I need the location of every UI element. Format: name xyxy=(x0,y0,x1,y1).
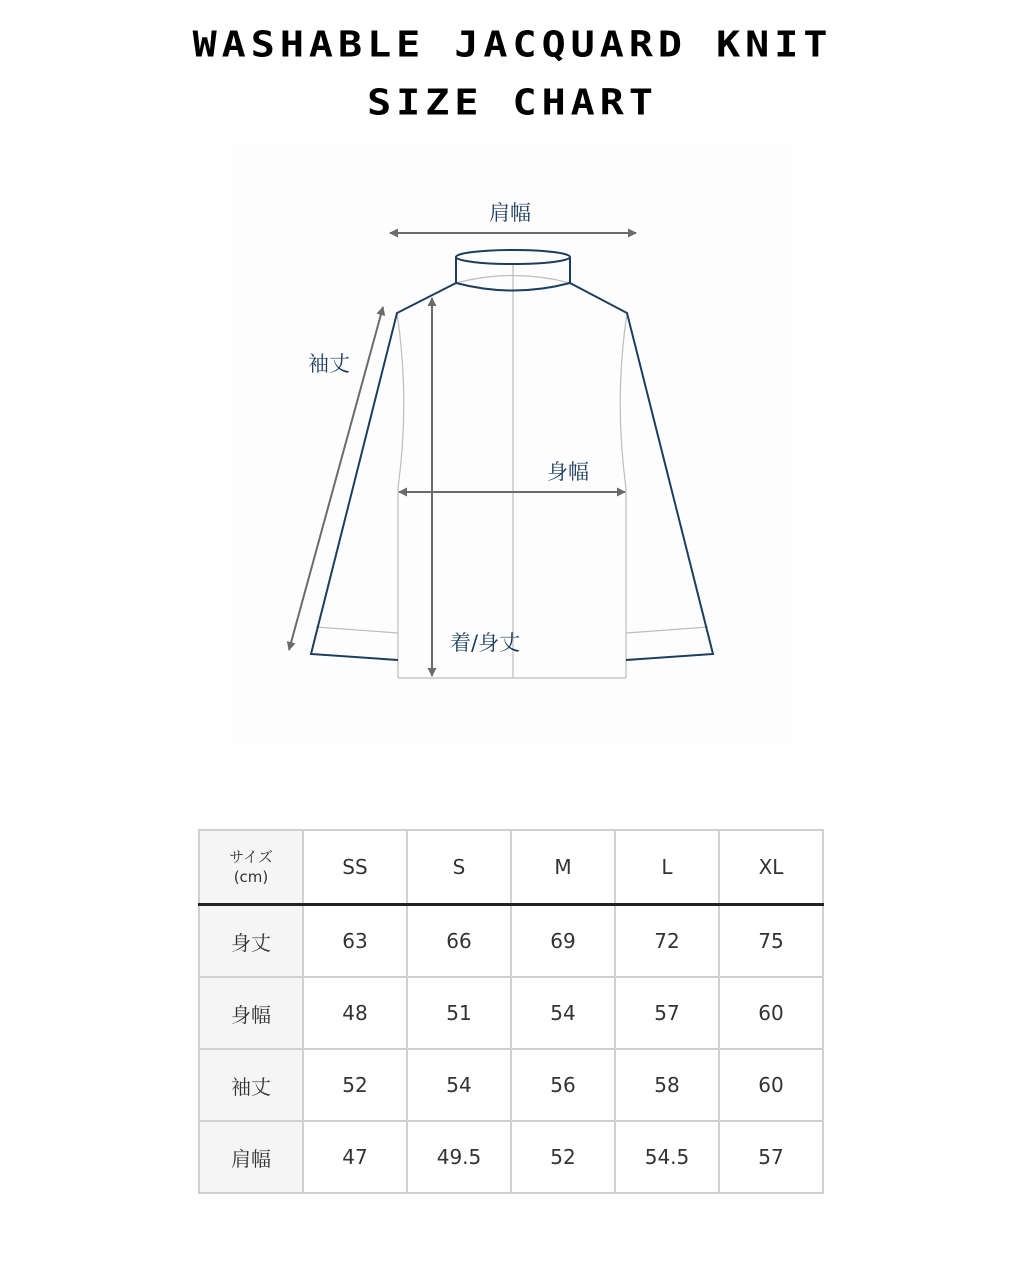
size-unit-label: (cm) xyxy=(233,868,269,886)
size-header-m: M xyxy=(511,830,615,905)
size-table xyxy=(198,829,824,1194)
table-cell: 66 xyxy=(407,905,511,978)
size-corner-label: サイズ xyxy=(229,848,273,866)
table-cell: 52 xyxy=(303,1049,407,1121)
table-cell: 47 xyxy=(303,1121,407,1193)
measurement-arrows xyxy=(289,233,636,676)
table-cell: 57 xyxy=(719,1121,823,1193)
table-cell: 60 xyxy=(719,977,823,1049)
table-cell: 63 xyxy=(303,905,407,978)
sleeve-length-label: 袖丈 xyxy=(308,352,350,376)
body-length-label: 着/身丈 xyxy=(450,631,521,655)
table-cell: 56 xyxy=(511,1049,615,1121)
table-cell: 51 xyxy=(407,977,511,1049)
table-cell: 60 xyxy=(719,1049,823,1121)
table-cell: 49.5 xyxy=(407,1121,511,1193)
size-header-ss: SS xyxy=(303,830,407,905)
size-header-l: L xyxy=(615,830,719,905)
table-cell: 54 xyxy=(511,977,615,1049)
row-label-sleeve-length: 袖丈 xyxy=(199,1049,303,1121)
table-row xyxy=(199,905,823,978)
table-row xyxy=(199,1049,823,1121)
chart-title-line1: WASHABLE JACQUARD KNIT xyxy=(192,24,833,66)
chart-title-line2: SIZE CHART xyxy=(367,82,658,124)
table-cell: 52 xyxy=(511,1121,615,1193)
table-cell: 58 xyxy=(615,1049,719,1121)
table-cell: 75 xyxy=(719,905,823,978)
table-row xyxy=(199,1121,823,1193)
table-cell: 54.5 xyxy=(615,1121,719,1193)
row-label-body-length: 身丈 xyxy=(199,905,303,978)
table-cell: 69 xyxy=(511,905,615,978)
shoulder-width-label: 肩幅 xyxy=(489,201,531,225)
size-header-s: S xyxy=(407,830,511,905)
table-cell: 57 xyxy=(615,977,719,1049)
garment-guides xyxy=(316,265,708,678)
size-corner-cell xyxy=(199,830,303,905)
size-header-xl: XL xyxy=(719,830,823,905)
table-cell: 48 xyxy=(303,977,407,1049)
row-label-shoulder-width: 肩幅 xyxy=(199,1121,303,1193)
garment-outline xyxy=(311,250,713,660)
body-width-label: 身幅 xyxy=(547,460,589,484)
row-label-body-width: 身幅 xyxy=(199,977,303,1049)
table-row xyxy=(199,977,823,1049)
size-header-row xyxy=(199,830,823,905)
table-cell: 72 xyxy=(615,905,719,978)
table-cell: 54 xyxy=(407,1049,511,1121)
